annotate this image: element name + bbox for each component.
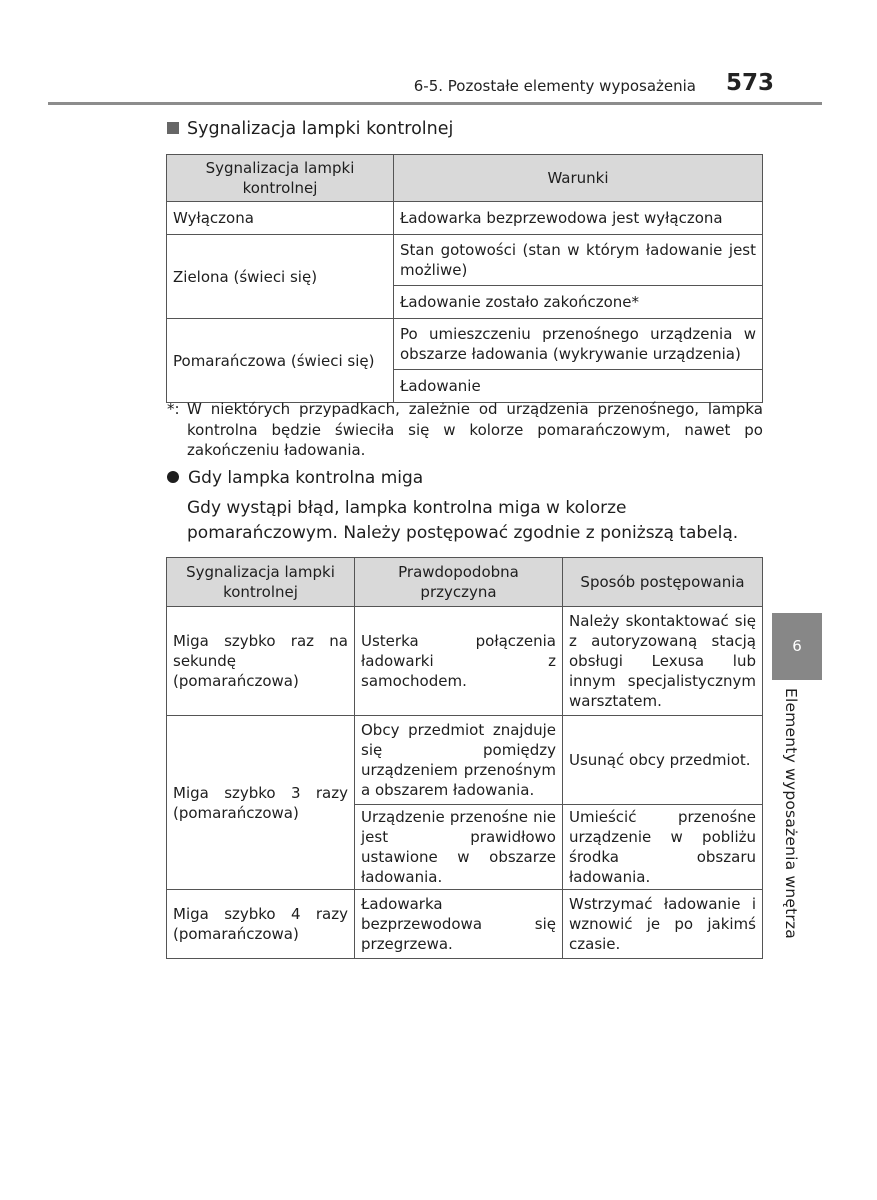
table-header-cell: Warunki bbox=[394, 155, 763, 202]
table-cell-signal: Pomarańczowa (świeci się) bbox=[167, 319, 394, 403]
table-header-cell: Sygnalizacja lampki kontrolnej bbox=[167, 558, 355, 607]
table-cell-signal: Wyłączona bbox=[167, 202, 394, 235]
table-cell-condition: Ładowanie bbox=[394, 370, 763, 403]
table-cell-cause: Urządzenie przenośne nie jest prawidłowo ustawione w obszarze ładowania. bbox=[355, 805, 563, 890]
table-header-cell: Sygnalizacja lampki kontrolnej bbox=[167, 155, 394, 202]
table-cell-signal: Miga szybko raz na sekundę (pomarańczowa) bbox=[167, 607, 355, 716]
table-cell-action: Należy skontaktować się z autoryzowaną stacją obsługi Lexusa lub innym specjalistycznym warsztatem. bbox=[563, 607, 763, 716]
table-header-cell: Sposób postępowania bbox=[563, 558, 763, 607]
footnote-mark: *: bbox=[167, 400, 180, 418]
page-number: 573 bbox=[725, 70, 774, 96]
table-cell-condition: Ładowanie zostało zakończone* bbox=[394, 286, 763, 319]
header-title: 6-5. Pozostałe elementy wyposażenia bbox=[413, 77, 696, 95]
table-cell-cause: Obcy przedmiot znajduje się pomiędzy urządzeniem przenośnym a obszarem ładowania. bbox=[355, 716, 563, 805]
table-cell-condition: Stan gotowości (stan w którym ładowanie jest możliwe) bbox=[394, 235, 763, 286]
table-cell-action: Wstrzymać ładowanie i wznowić je po jakimś czasie. bbox=[563, 890, 763, 959]
table-cell-cause: Usterka połączenia ładowarki z samochodem. bbox=[355, 607, 563, 716]
bullet-dot-icon bbox=[167, 471, 179, 483]
table-cell-condition: Ładowarka bezprzewodowa jest wyłączona bbox=[394, 202, 763, 235]
table-header-row bbox=[167, 155, 763, 202]
table-cell-signal: Miga szybko 3 razy (pomarańczowa) bbox=[167, 716, 355, 890]
table-header-row bbox=[167, 558, 763, 607]
table-cell-condition: Po umieszczeniu przenośnego urządzenia w obszarze ładowania (wykrywanie urządzenia) bbox=[394, 319, 763, 370]
chapter-label: Elementy wyposażenia wnętrza bbox=[782, 688, 800, 939]
table-row bbox=[167, 607, 763, 716]
table-cell-action: Umieścić przenośne urządzenie w pobliżu środka obszaru ładowania. bbox=[563, 805, 763, 890]
table-row bbox=[167, 716, 763, 805]
footnote bbox=[167, 399, 763, 461]
table-row bbox=[167, 235, 763, 286]
indicator-status-table bbox=[166, 154, 763, 403]
section-heading bbox=[167, 119, 453, 139]
table-cell-action: Usunąć obcy przedmiot. bbox=[563, 716, 763, 805]
table-row bbox=[167, 319, 763, 370]
chapter-tab: 6 bbox=[772, 613, 822, 680]
table-header-cell: Prawdopodobna przyczyna bbox=[355, 558, 563, 607]
blinking-indicator-table bbox=[166, 557, 763, 959]
section-heading-text: Sygnalizacja lampki kontrolnej bbox=[187, 119, 454, 139]
subsection-paragraph: Gdy wystąpi błąd, lampka kontrolna miga w kolorze pomarańczowym. Należy postępować zgodnie z poniższą tabelą. bbox=[187, 498, 739, 543]
table-cell-signal: Miga szybko 4 razy (pomarańczowa) bbox=[167, 890, 355, 959]
footnote-text: W niektórych przypadkach, zależnie od urządzenia przenośnego, lampka kontrolna będzie świeciła się w kolorze pomarańczowym, nawet po zakończeniu ładowania. bbox=[187, 400, 763, 459]
table-cell-signal: Zielona (świeci się) bbox=[167, 235, 394, 319]
table-row bbox=[167, 890, 763, 959]
header-rule bbox=[48, 102, 822, 105]
subsection-heading bbox=[167, 468, 423, 488]
table-row bbox=[167, 202, 763, 235]
subsection-heading-text: Gdy lampka kontrolna miga bbox=[188, 468, 424, 488]
table-cell-cause: Ładowarka bezprzewodowa się przegrzewa. bbox=[355, 890, 563, 959]
square-bullet-icon bbox=[167, 122, 179, 134]
